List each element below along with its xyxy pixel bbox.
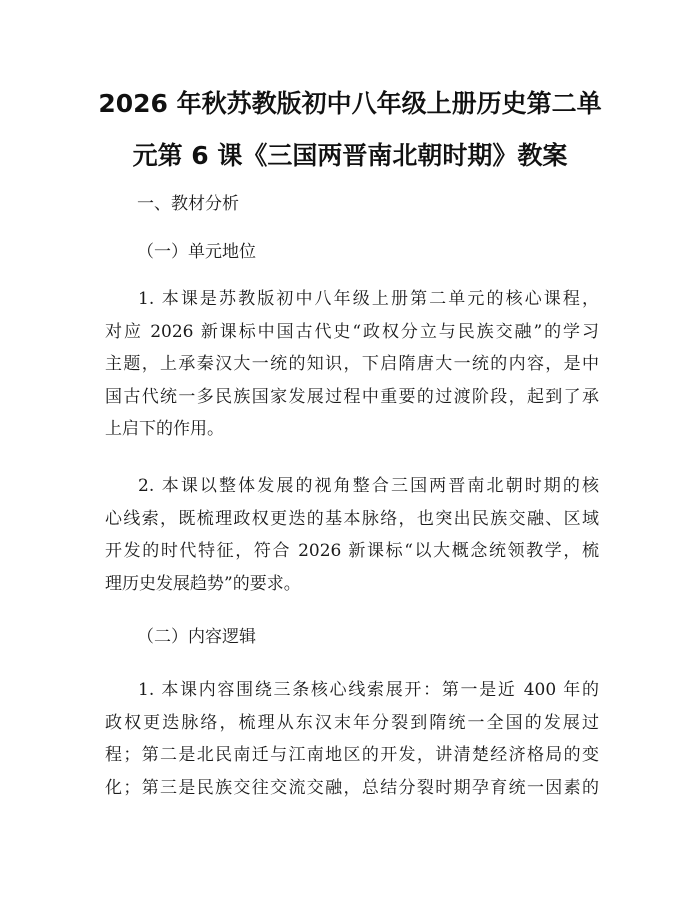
paragraph-1-line: 对应 2026 新课标中国古代史“政权分立与民族交融”的学习 xyxy=(105,321,599,342)
document-title xyxy=(95,78,605,182)
paragraph-3-line: 政权更迭脉络，梳理从东汉末年分裂到隋统一全国的发展过 xyxy=(105,712,599,733)
subsection-heading-content-logic: （二）内容逻辑 xyxy=(137,627,256,647)
paragraph-2-line: 2. 本课以整体发展的视角整合三国两晋南北朝时期的核 xyxy=(138,476,599,496)
paragraph-1 xyxy=(105,283,599,446)
paragraph-2 xyxy=(105,470,599,600)
paragraph-1-line: 国古代统一多民族国家发展过程中重要的过渡阶段，起到了承 xyxy=(105,386,599,407)
paragraph-1-line: 1. 本课是苏教版初中八年级上册第二单元的核心课程， xyxy=(138,289,599,309)
paragraph-3-line: 1. 本课内容围绕三条核心线索展开：第一是近 400 年的 xyxy=(138,680,599,700)
section-heading-textbook-analysis: 一、教材分析 xyxy=(137,194,239,214)
paragraph-2-line: 理历史发展趋势”的要求。 xyxy=(105,573,301,594)
paragraph-3 xyxy=(105,674,599,804)
paragraph-1-line: 主题，上承秦汉大一统的知识，下启隋唐大一统的内容，是中 xyxy=(105,354,599,374)
paragraph-2-line: 开发的时代特征，符合 2026 新课标“以大概念统领教学，梳 xyxy=(105,541,599,561)
title-line-2: 元第 6 课《三国两晋南北朝时期》教案 xyxy=(132,141,568,170)
paragraph-3-line: 化；第三是民族交往交流交融，总结分裂时期孕育统一因素的 xyxy=(105,777,599,798)
subsection-heading-unit-position: （一）单元地位 xyxy=(137,242,256,262)
paragraph-1-line: 上启下的作用。 xyxy=(105,419,224,439)
title-line-1: 2026 年秋苏教版初中八年级上册历史第二单 xyxy=(98,89,602,118)
paragraph-2-line: 心线索，既梳理政权更迭的基本脉络，也突出民族交融、区域 xyxy=(105,508,599,529)
paragraph-3-line: 程；第二是北民南迁与江南地区的开发，讲清楚经济格局的变 xyxy=(105,745,599,765)
